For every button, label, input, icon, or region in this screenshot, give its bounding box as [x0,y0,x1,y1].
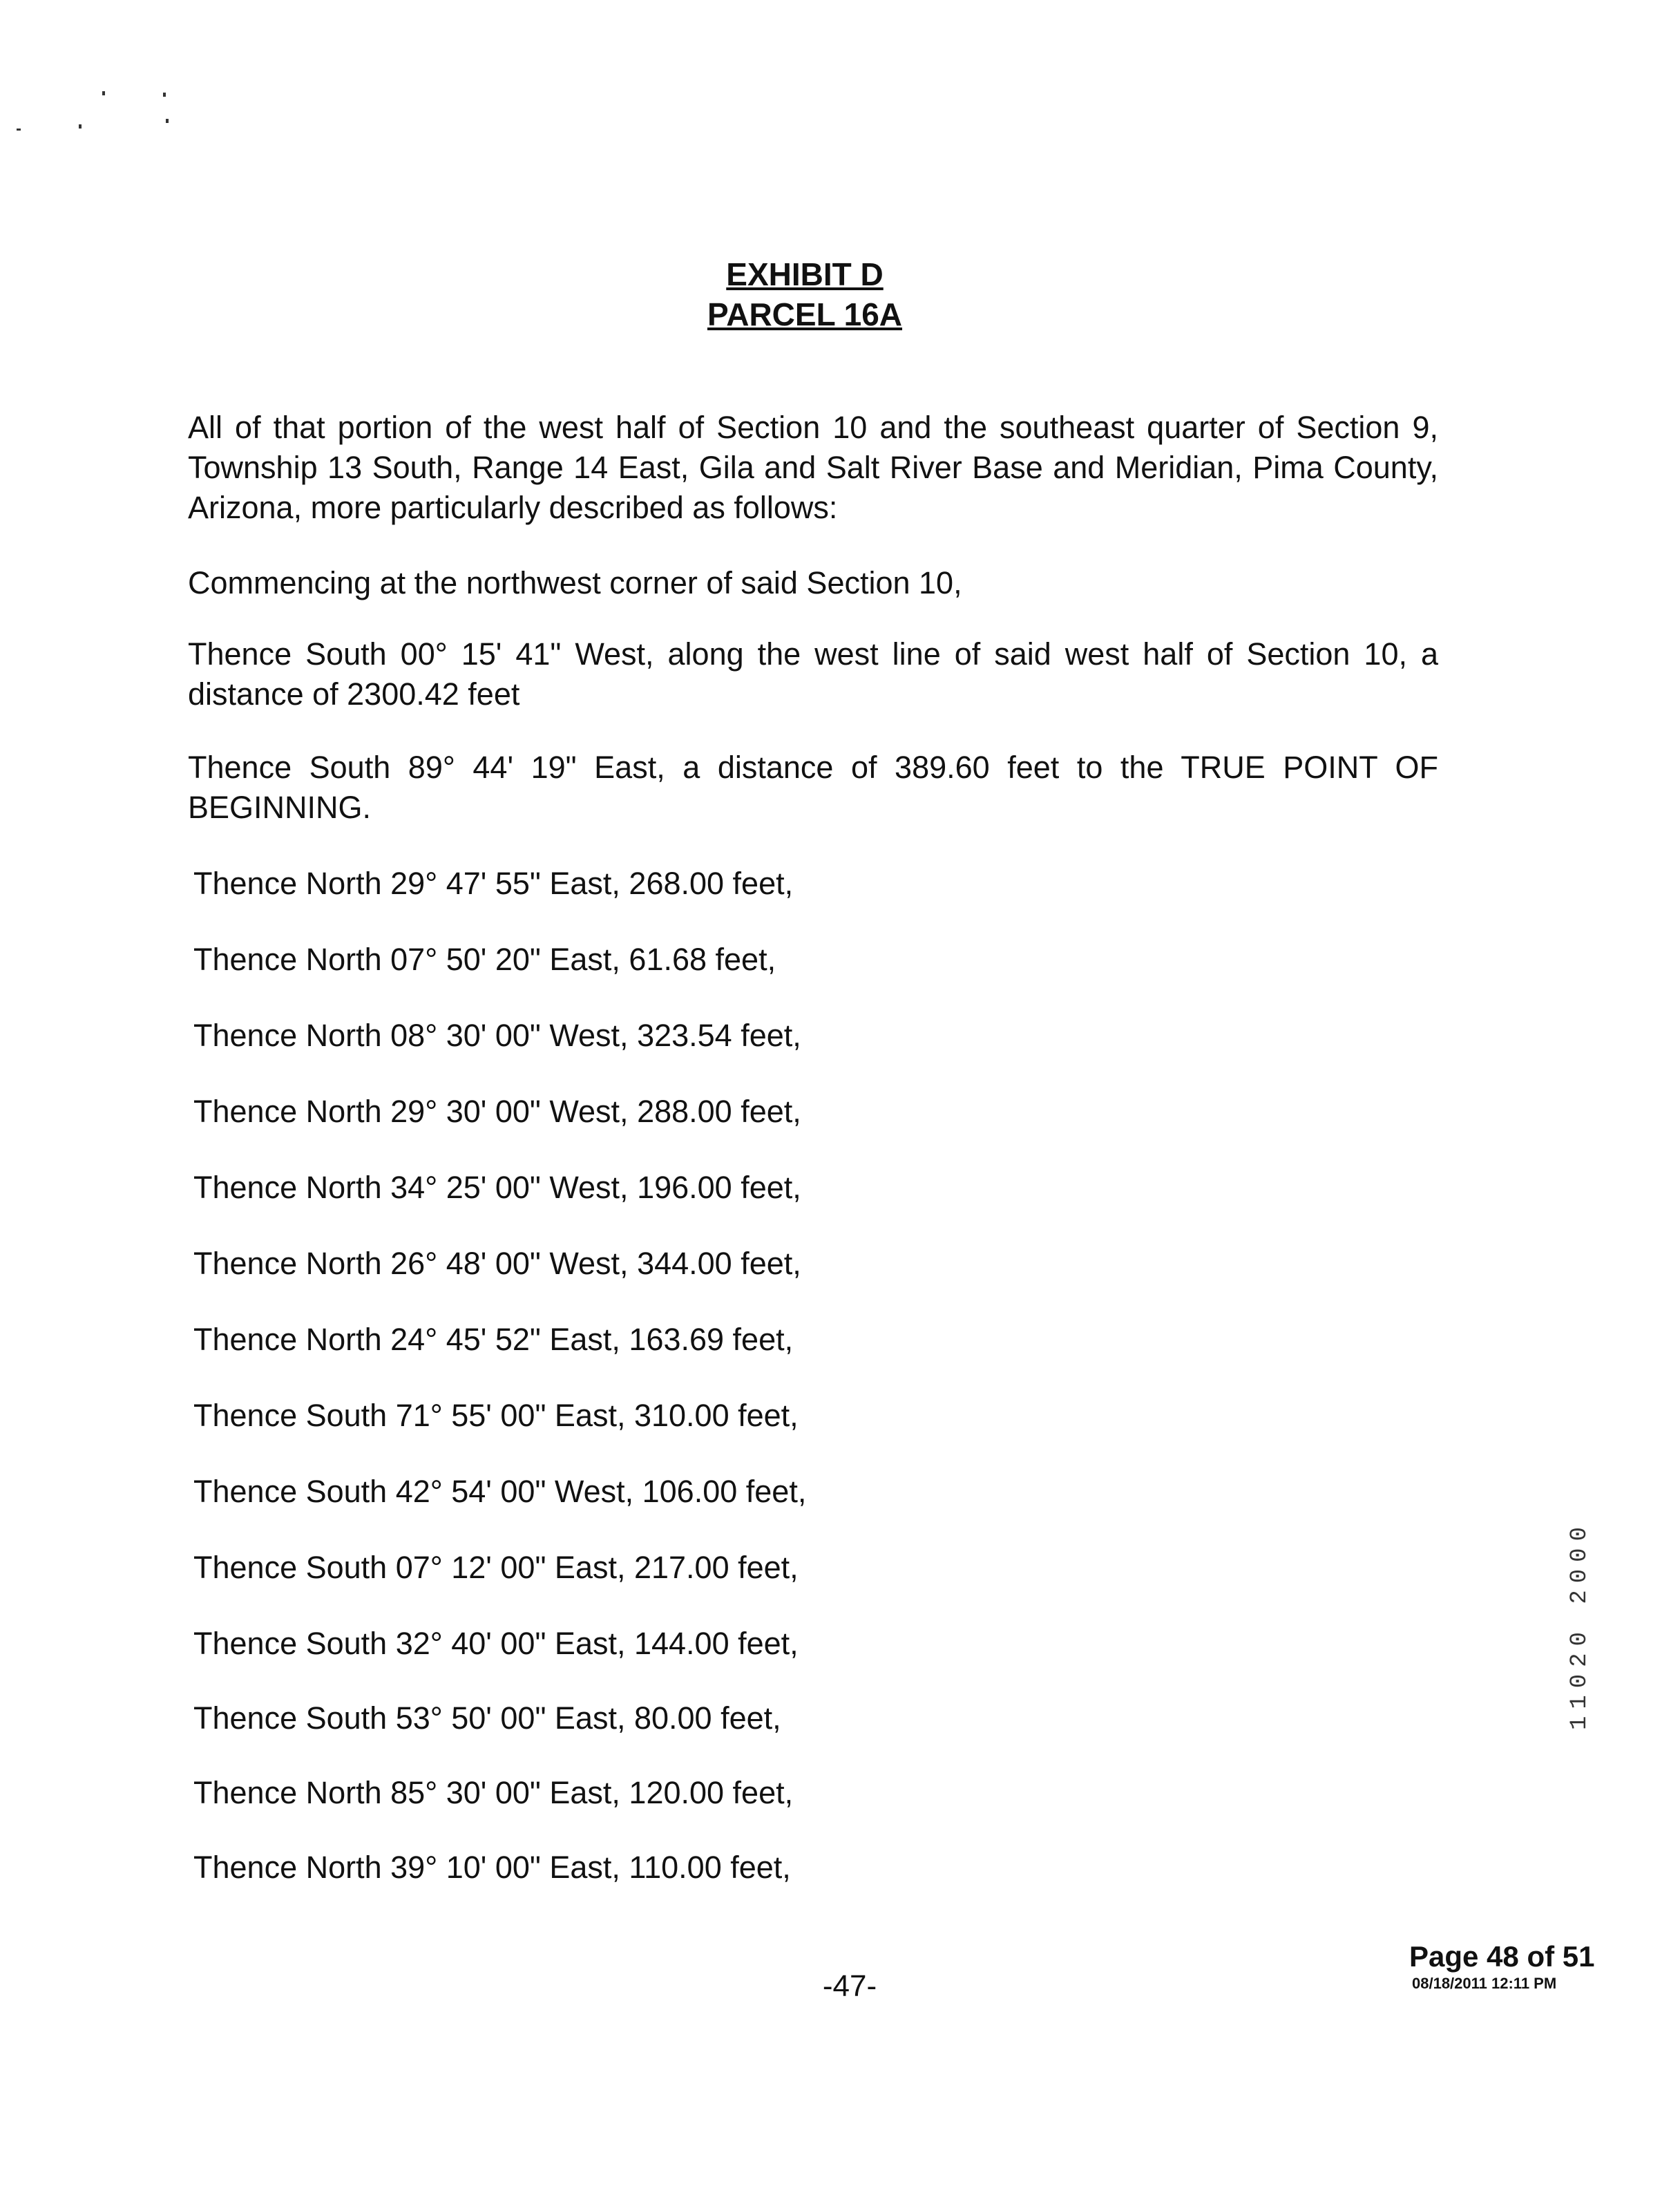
course-paragraph: Thence South 00° 15' 41" West, along the west line of said west half of Section 10, a distance of 2300.42 feet [188,636,1438,712]
course-line: Thence North 34° 25' 00" West, 196.00 feet, [193,1170,801,1205]
course-line: Thence North 26° 48' 00" West, 344.00 feet, [193,1246,801,1281]
course-line: Thence South 71° 55' 00" East, 310.00 feet, [193,1398,799,1433]
page-count-label: Page 48 of 51 [1409,1940,1595,1973]
scan-speck [17,129,21,131]
course-line: Thence North 08° 30' 00" West, 323.54 feet, [193,1018,801,1053]
scan-speck [166,119,169,123]
course-line: Thence South 32° 40' 00" East, 144.00 feet, [193,1626,799,1661]
scan-speck [163,93,166,97]
course-line: Thence North 07° 50' 20" East, 61.68 feet, [193,942,776,977]
course-line: Thence North 29° 47' 55" East, 268.00 feet, [193,866,794,901]
course-line: Thence South 07° 12' 00" East, 217.00 feet, [193,1550,799,1585]
print-timestamp: 08/18/2011 12:11 PM [1412,1975,1557,1992]
course-line: Thence South 53° 50' 00" East, 80.00 feet, [193,1700,781,1736]
bates-stamp: 11020 2000 [1567,1520,1593,1731]
parcel-title: PARCEL 16A [707,296,903,332]
course-line: Thence South 42° 54' 00" West, 106.00 feet, [193,1474,807,1509]
page-number: -47- [822,1969,877,2003]
exhibit-title: EXHIBIT D [726,256,884,292]
course-line: Thence North 85° 30' 00" East, 120.00 feet, [193,1775,794,1810]
true-point-paragraph: Thence South 89° 44' 19" East, a distance of 389.60 feet to the TRUE POINT OF BEGINNING. [188,750,1438,825]
course-line: Thence North 24° 45' 52" East, 163.69 feet, [193,1322,794,1357]
course-line: Thence North 29° 30' 00" West, 288.00 feet, [193,1094,801,1129]
commencing-paragraph: Commencing at the northwest corner of said Section 10, [188,565,962,600]
description-paragraph: All of that portion of the west half of Section 10 and the southeast quarter of Section 9, Township 13 South, Range 14 East, Gila and Salt River Base and Meridian, Pima County, Arizona, more particularly described as follows: [188,410,1438,525]
scan-speck [79,124,82,129]
course-line: Thence North 39° 10' 00" East, 110.00 feet, [193,1850,791,1885]
scan-speck [102,91,105,95]
